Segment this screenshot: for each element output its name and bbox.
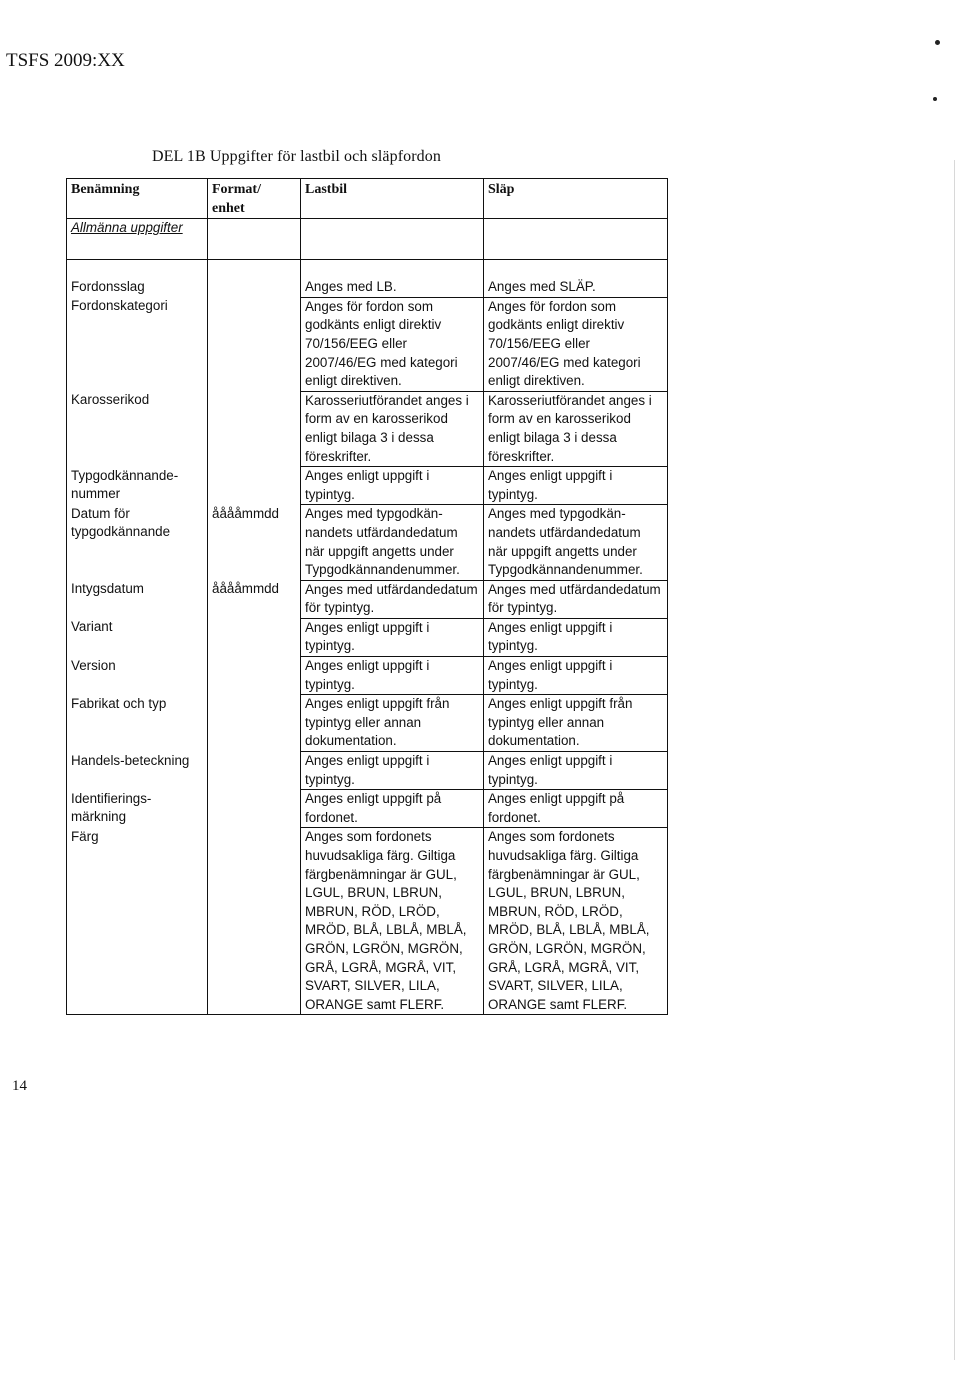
row-lastbil-cell: Anges enligt uppgift i typintyg. — [301, 618, 484, 656]
header-format: Format/ enhet — [208, 179, 301, 219]
row-name-cell: Fabrikat och typ — [67, 695, 208, 752]
row-format-cell — [208, 391, 301, 466]
table-row — [67, 790, 668, 828]
row-slap-cell: Anges som fordonets huvudsakliga färg. Giltiga färgbenämningar är GUL, LGUL, BRUN, LBRUN, MBRUN, RÖD, LRÖD, MRÖD, BLÅ, LBLÅ, MBLÅ, GRÖN, LGRÖN, MGRÖN, GRÅ, LGRÅ, MGRÅ, VIT, SVART, SILVER, LILA, ORANGE samt FLERF. — [484, 828, 668, 1015]
speck-mark — [935, 40, 940, 45]
table-row — [67, 297, 668, 391]
row-lastbil-cell: Anges enligt uppgift på fordonet. — [301, 790, 484, 828]
table-body — [67, 278, 668, 1015]
section-label: Allmänna uppgifter — [71, 220, 183, 236]
row-name-cell: Färg — [67, 828, 208, 1015]
table-row — [67, 695, 668, 752]
document-id: TSFS 2009:XX — [6, 50, 125, 71]
row-name-cell: Intygsdatum — [67, 580, 208, 618]
row-format-cell — [208, 752, 301, 790]
row-format-cell: ååååmmdd — [208, 580, 301, 618]
table-row — [67, 278, 668, 297]
row-name-cell: Fordonskategori — [67, 297, 208, 391]
row-format-cell — [208, 695, 301, 752]
row-format-cell — [208, 790, 301, 828]
table-row — [67, 391, 668, 466]
vehicle-data-table — [66, 178, 668, 1015]
table-header-row — [67, 179, 668, 219]
row-name-cell: Handels-beteckning — [67, 752, 208, 790]
row-slap-cell: Anges enligt uppgift från typintyg eller annan dokumentation. — [484, 695, 668, 752]
header-benamning: Benämning — [67, 179, 208, 219]
header-lastbil: Lastbil — [301, 179, 484, 219]
row-lastbil-cell: Anges med utfärdandedatum för typintyg. — [301, 580, 484, 618]
row-name-cell: Datum för typgodkännande — [67, 505, 208, 580]
row-slap-cell: Anges för fordon som godkänts enligt direktiv 70/156/EEG eller 2007/46/EG med kategori enligt direktiven. — [484, 297, 668, 391]
row-lastbil-cell: Anges för fordon som godkänts enligt direktiv 70/156/EEG eller 2007/46/EG med kategori enligt direktiven. — [301, 297, 484, 391]
row-slap-cell: Anges enligt uppgift i typintyg. — [484, 657, 668, 695]
header-slap: Släp — [484, 179, 668, 219]
row-lastbil-cell: Anges enligt uppgift från typintyg eller annan dokumentation. — [301, 695, 484, 752]
row-lastbil-cell: Anges enligt uppgift i typintyg. — [301, 752, 484, 790]
table-row — [67, 580, 668, 618]
row-slap-cell: Anges enligt uppgift i typintyg. — [484, 618, 668, 656]
page-number: 14 — [12, 1078, 27, 1094]
row-name-cell: Fordonsslag — [67, 278, 208, 297]
table-row — [67, 505, 668, 580]
table-row — [67, 828, 668, 1015]
row-format-cell — [208, 828, 301, 1015]
row-format-cell: ååååmmdd — [208, 505, 301, 580]
row-slap-cell: Anges med typgodkän-nandets utfärdandedatum när uppgift angetts under Typgodkännandenummer. — [484, 505, 668, 580]
row-slap-cell: Karosseriutförandet anges i form av en karosserikod enligt bilaga 3 i dessa föreskrifter. — [484, 391, 668, 466]
row-name-cell: Variant — [67, 618, 208, 656]
table-row — [67, 752, 668, 790]
page-edge-line — [954, 160, 955, 1360]
row-format-cell — [208, 467, 301, 505]
row-lastbil-cell: Karosseriutförandet anges i form av en karosserikod enligt bilaga 3 i dessa föreskrifter. — [301, 391, 484, 466]
row-lastbil-cell: Anges enligt uppgift i typintyg. — [301, 657, 484, 695]
row-slap-cell: Anges med SLÄP. — [484, 278, 668, 297]
row-format-cell — [208, 657, 301, 695]
row-format-cell — [208, 278, 301, 297]
spacer-row — [67, 260, 668, 279]
row-lastbil-cell: Anges med typgodkän-nandets utfärdandedatum när uppgift angetts under Typgodkännandenummer. — [301, 505, 484, 580]
section-label-cell — [67, 219, 208, 260]
table-row — [67, 618, 668, 656]
table-row — [67, 657, 668, 695]
table-row — [67, 467, 668, 505]
row-lastbil-cell: Anges med LB. — [301, 278, 484, 297]
row-format-cell — [208, 618, 301, 656]
row-lastbil-cell: Anges enligt uppgift i typintyg. — [301, 467, 484, 505]
speck-mark — [933, 97, 937, 101]
row-name-cell: Identifierings- märkning — [67, 790, 208, 828]
section-row — [67, 219, 668, 260]
row-name-cell: Karosserikod — [67, 391, 208, 466]
row-slap-cell: Anges enligt uppgift på fordonet. — [484, 790, 668, 828]
row-slap-cell: Anges enligt uppgift i typintyg. — [484, 467, 668, 505]
section-heading: DEL 1B Uppgifter för lastbil och släpfordon — [152, 148, 441, 165]
row-format-cell — [208, 297, 301, 391]
row-slap-cell: Anges med utfärdandedatum för typintyg. — [484, 580, 668, 618]
row-slap-cell: Anges enligt uppgift i typintyg. — [484, 752, 668, 790]
row-name-cell: Typgodkännande- nummer — [67, 467, 208, 505]
row-name-cell: Version — [67, 657, 208, 695]
row-lastbil-cell: Anges som fordonets huvudsakliga färg. Giltiga färgbenämningar är GUL, LGUL, BRUN, LBRUN, MBRUN, RÖD, LRÖD, MRÖD, BLÅ, LBLÅ, MBLÅ, GRÖN, LGRÖN, MGRÖN, GRÅ, LGRÅ, MGRÅ, VIT, SVART, SILVER, LILA, ORANGE samt FLERF. — [301, 828, 484, 1015]
